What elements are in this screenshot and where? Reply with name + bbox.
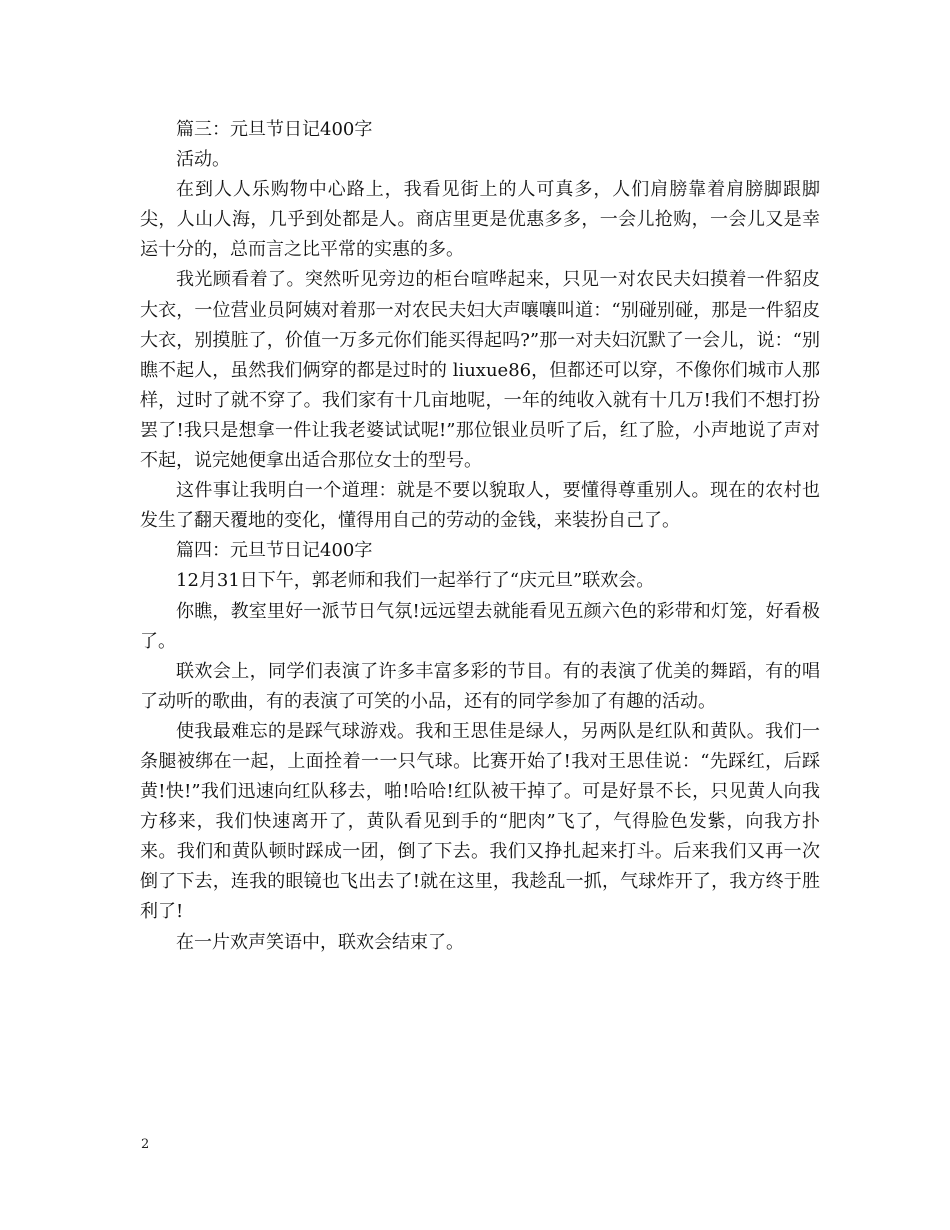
paragraph: 在一片欢声笑语中，联欢会结束了。 [176,931,464,953]
document-body [140,115,820,958]
heading-part-four: 篇四：元旦节日记400字 [176,540,373,562]
paragraph: 联欢会上，同学们表演了许多丰富多彩的节目。有的表演了优美的舞蹈，有的唱了动听的歌曲，有的表演了可笑的小品，还有的同学参加了有趣的活动。 [140,660,820,712]
paragraph: 我光顾看着了。突然听见旁边的柜台喧哗起来，只见一对农民夫妇摸着一件貂皮大衣，一位营业员阿姨对着那一对农民夫妇大声嚷嚷叫道：“别碰别碰，那是一件貂皮大衣，别摸脏了，价值一万多元你们能买得起吗?”那一对夫妇沉默了一会儿，说：“别瞧不起人，虽然我们俩穿的都是过时的 liuxue86，但都还可以穿，不像你们城市人那样，过时了就不穿了。我们家有十几亩地呢，一年的纯收入就有十几万!我们不想打扮罢了!我只是想拿一件让我老婆试试呢!”那位银业员听了后，红了脸，小声地说了声对不起，说完她便拿出适合那位女士的型号。 [140,269,820,472]
paragraph: 在到人人乐购物中心路上，我看见街上的人可真多，人们肩膀靠着肩膀脚跟脚尖，人山人海，几乎到处都是人。商店里更是优惠多多，一会儿抢购，一会儿又是幸运十分的，总而言之比平常的实惠的多。 [140,179,820,261]
paragraph: 使我最难忘的是踩气球游戏。我和王思佳是绿人，另两队是红队和黄队。我们一条腿被绑在一起，上面拴着一一只气球。比赛开始了!我对王思佳说：“先踩红，后踩黄!快!”我们迅速向红队移去，啪!哈哈!红队被干掉了。可是好景不长，只见黄人向我方移来，我们快速离开了，黄队看见到手的“肥肉”飞了，气得脸色发紫，向我方扑来。我们和黄队顿时踩成一团，倒了下去。我们又挣扎起来打斗。后来我们又再一次倒了下去，连我的眼镜也飞出去了!就在这里，我趁乱一抓，气球炸开了，我方终于胜利了! [140,720,820,923]
paragraph: 活动。 [176,149,230,171]
paragraph: 这件事让我明白一个道理：就是不要以貌取人，要懂得尊重别人。现在的农村也发生了翻天覆地的变化，懂得用自己的劳动的金钱，来装扮自己了。 [140,480,820,532]
paragraph: 你瞧，教室里好一派节日气氛!远远望去就能看见五颜六色的彩带和灯笼，好看极了。 [140,600,820,652]
heading-part-three: 篇三：元旦节日记400字 [176,119,373,140]
paragraph: 12月31日下午，郭老师和我们一起举行了“庆元旦”联欢会。 [176,570,655,592]
page-number: 2 [141,1137,150,1152]
